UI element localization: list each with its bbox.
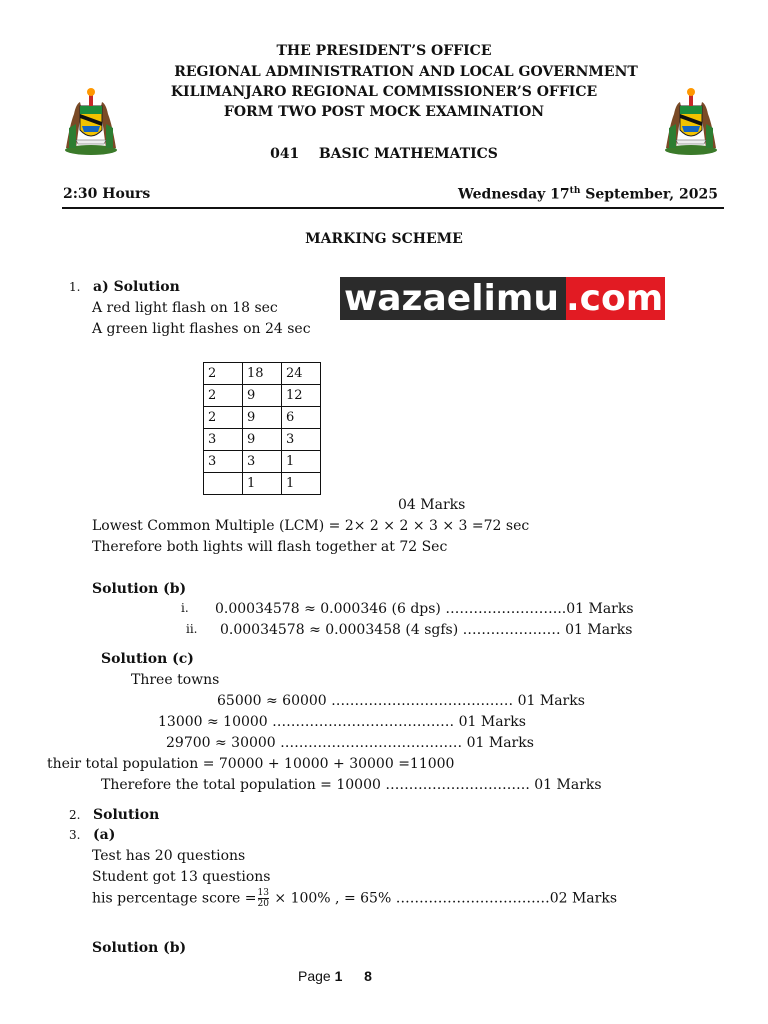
q1-number: 1. xyxy=(69,280,81,294)
q3a-label: (a) xyxy=(93,827,116,843)
watermark-part1: wazaelimu xyxy=(340,277,566,320)
q1a-line2: A green light flashes on 24 sec xyxy=(92,321,311,337)
q2-number: 2. xyxy=(69,808,81,822)
subject-code: 041 xyxy=(270,146,300,162)
lcm-division-table xyxy=(203,362,321,495)
q1b-ii-num: ii. xyxy=(186,622,198,636)
table-cell: 2 xyxy=(204,385,243,407)
subject-name: BASIC MATHEMATICS xyxy=(318,146,498,162)
table-cell: 3 xyxy=(204,451,243,473)
q1a-lcm: Lowest Common Multiple (LCM) = 2× 2 × 2 × 3 × 3 =72 sec xyxy=(92,518,530,534)
score-fraction: $\frac{13}{20}$ xyxy=(257,888,269,909)
page-title: MARKING SCHEME xyxy=(305,231,463,247)
q1c-line3: 29700 ≈ 30000 ………………………………… 01 Marks xyxy=(166,735,534,751)
table-row xyxy=(204,407,321,429)
header-region: KILIMANJARO REGIONAL COMMISSIONER’S OFFICE xyxy=(170,84,598,100)
q1a-label: a) Solution xyxy=(93,279,180,295)
table-cell: 24 xyxy=(282,363,321,385)
q1b-label: Solution (b) xyxy=(92,581,187,597)
q1c-line2: 13000 ≈ 10000 ………………………………… 01 Marks xyxy=(158,714,526,730)
table-cell: 9 xyxy=(243,407,282,429)
table-cell: 9 xyxy=(243,429,282,451)
q3-number: 3. xyxy=(69,828,81,842)
watermark-logo xyxy=(340,277,665,320)
q1c-intro: Three towns xyxy=(131,672,220,688)
header-exam: FORM TWO POST MOCK EXAMINATION xyxy=(223,104,545,120)
table-row xyxy=(204,429,321,451)
duration: 2:30 Hours xyxy=(63,186,151,202)
q1a-line1: A red light flash on 18 sec xyxy=(92,300,278,316)
q1c-therefore: Therefore the total population = 10000 …………………………. 01 Marks xyxy=(101,777,602,793)
table-cell: 3 xyxy=(204,429,243,451)
q1c-label: Solution (c) xyxy=(101,651,194,667)
q1c-line1: 65000 ≈ 60000 ………………………………… 01 Marks xyxy=(217,693,585,709)
table-cell: 12 xyxy=(282,385,321,407)
q1c-total: their total population = 70000 + 10000 + 30000 =11000 xyxy=(47,756,455,772)
table-cell xyxy=(204,473,243,495)
q3a-line1: Test has 20 questions xyxy=(92,848,246,864)
header-rule xyxy=(62,207,724,209)
q1a-conclusion: Therefore both lights will flash together at 72 Sec xyxy=(92,539,448,555)
page-label: Page xyxy=(298,968,331,984)
page-total: 8 xyxy=(364,968,372,984)
header-ministry: REGIONAL ADMINISTRATION AND LOCAL GOVERNMENT xyxy=(174,64,638,80)
table-cell: 3 xyxy=(243,451,282,473)
exam-date: Wednesday 17th September, 2025 xyxy=(458,186,718,203)
q3a-line2: Student got 13 questions xyxy=(92,869,271,885)
subject-line xyxy=(0,146,768,162)
q3b-label: Solution (b) xyxy=(92,940,187,956)
q1b-i-num: i. xyxy=(181,601,189,615)
watermark-part2: .com xyxy=(566,278,664,319)
table-cell: 1 xyxy=(243,473,282,495)
table-cell: 1 xyxy=(282,473,321,495)
q2-label: Solution xyxy=(93,807,160,823)
table-cell: 18 xyxy=(243,363,282,385)
table-cell: 2 xyxy=(204,407,243,429)
table-row xyxy=(204,451,321,473)
table-row xyxy=(204,363,321,385)
table-cell: 2 xyxy=(204,363,243,385)
table-row xyxy=(204,473,321,495)
table-cell: 9 xyxy=(243,385,282,407)
q3a-score: his percentage score = $\frac{13}{20}$ × 100% , = 65% ……………………………02 Marks xyxy=(92,888,618,909)
page-number: 1 xyxy=(334,968,343,984)
table-cell: 6 xyxy=(282,407,321,429)
table-cell: 1 xyxy=(282,451,321,473)
table-row xyxy=(204,385,321,407)
q1a-marks: 04 Marks xyxy=(398,497,466,513)
q1b-ii: 0.00034578 ≈ 0.0003458 (4 sgfs) ………………… 01 Marks xyxy=(220,622,633,638)
header-office: THE PRESIDENT’S OFFICE xyxy=(276,43,492,59)
q1b-i: 0.00034578 ≈ 0.000346 (6 dps) ……………………..01 Marks xyxy=(215,601,634,617)
page-footer xyxy=(298,968,372,984)
table-cell: 3 xyxy=(282,429,321,451)
